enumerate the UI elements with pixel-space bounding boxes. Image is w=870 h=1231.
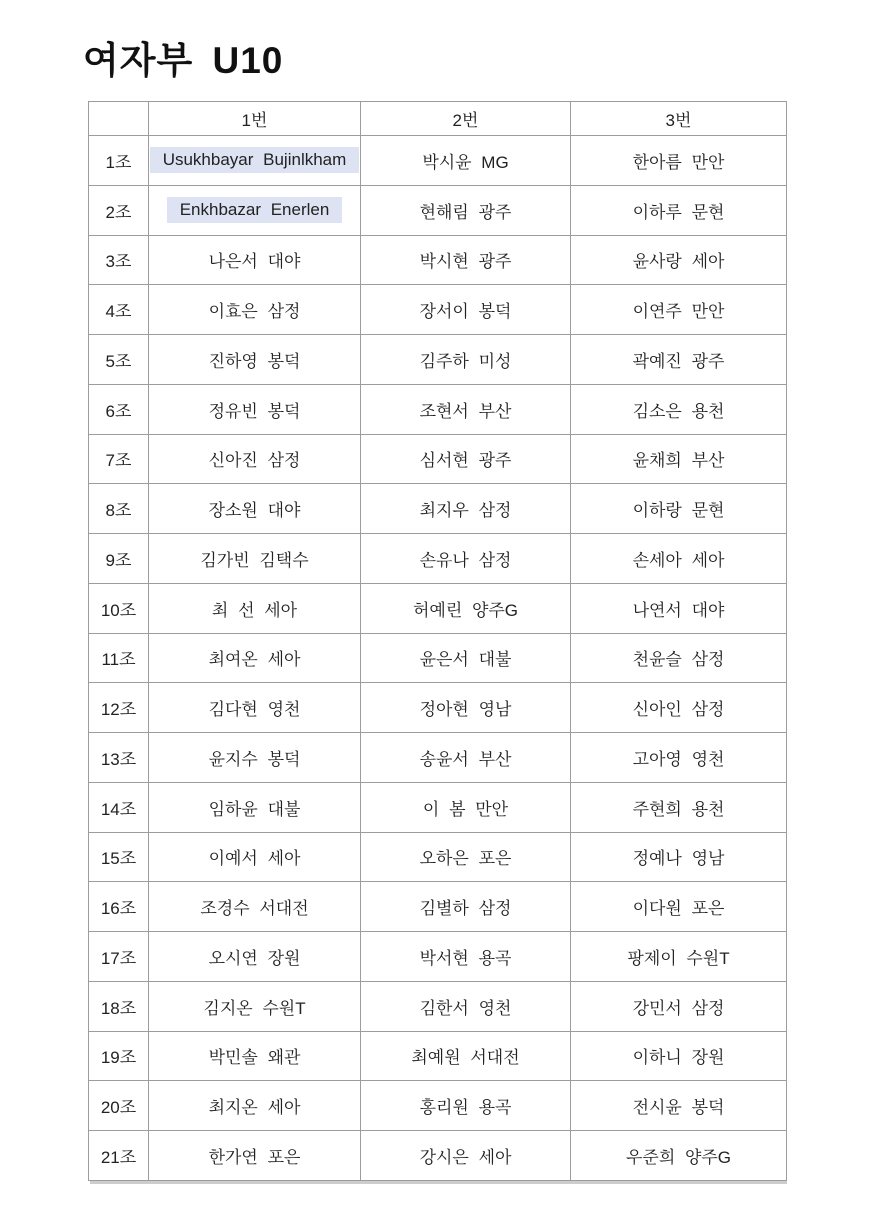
- player-cell: 김별하 삼정: [361, 882, 571, 932]
- table-row: [89, 434, 787, 484]
- header-corner-cell: [89, 102, 149, 136]
- player-cell: 한아름 만안: [571, 136, 787, 186]
- player-cell: 최 선 세아: [149, 583, 361, 633]
- player-cell: 신아진 삼정: [149, 434, 361, 484]
- player-cell: 강시은 세아: [361, 1131, 571, 1181]
- player-cell: 우준희 양주G: [571, 1131, 787, 1181]
- player-cell: 이하루 문현: [571, 185, 787, 235]
- table-row: [89, 484, 787, 534]
- player-cell: 곽예진 광주: [571, 335, 787, 385]
- table-row: [89, 136, 787, 186]
- group-label: 9조: [89, 534, 149, 584]
- group-label: 15조: [89, 832, 149, 882]
- player-cell: 나은서 대야: [149, 235, 361, 285]
- player-cell: 정아현 영남: [361, 683, 571, 733]
- player-cell: 심서현 광주: [361, 434, 571, 484]
- table-row: [89, 185, 787, 235]
- player-cell: 박민솔 왜관: [149, 1031, 361, 1081]
- player-cell: 이다원 포은: [571, 882, 787, 932]
- group-label: 6조: [89, 384, 149, 434]
- group-label: 4조: [89, 285, 149, 335]
- table-row: [89, 384, 787, 434]
- table-row: [89, 1131, 787, 1181]
- group-label: 17조: [89, 932, 149, 982]
- table-row: [89, 235, 787, 285]
- table-row: [89, 1081, 787, 1131]
- group-roster-table: [88, 101, 787, 1181]
- player-cell: 손유나 삼정: [361, 534, 571, 584]
- player-cell: 박시현 광주: [361, 235, 571, 285]
- player-cell: 윤은서 대불: [361, 633, 571, 683]
- player-cell: 박서현 용곡: [361, 932, 571, 982]
- player-cell: 오시연 장원: [149, 932, 361, 982]
- player-cell: 진하영 봉덕: [149, 335, 361, 385]
- player-cell: 최예원 서대전: [361, 1031, 571, 1081]
- player-cell: 이예서 세아: [149, 832, 361, 882]
- group-label: 3조: [89, 235, 149, 285]
- table-row: [89, 285, 787, 335]
- group-label: 1조: [89, 136, 149, 186]
- player-cell: 최지온 세아: [149, 1081, 361, 1131]
- player-cell: 장서이 봉덕: [361, 285, 571, 335]
- player-cell: 장소원 대야: [149, 484, 361, 534]
- player-cell: 김지온 수원T: [149, 981, 361, 1031]
- table-row: [89, 832, 787, 882]
- player-cell: 나연서 대야: [571, 583, 787, 633]
- player-cell: 강민서 삼정: [571, 981, 787, 1031]
- header-col3: 3번: [571, 102, 787, 136]
- player-cell: 윤사랑 세아: [571, 235, 787, 285]
- group-label: 2조: [89, 185, 149, 235]
- player-cell: 이하니 장원: [571, 1031, 787, 1081]
- player-cell: 정예나 영남: [571, 832, 787, 882]
- player-name-highlighted: Enkhbazar Enerlen: [167, 197, 343, 223]
- group-label: 13조: [89, 733, 149, 783]
- player-cell: 최지우 삼정: [361, 484, 571, 534]
- player-cell: 이연주 만안: [571, 285, 787, 335]
- player-cell: 손세아 세아: [571, 534, 787, 584]
- header-col2: 2번: [361, 102, 571, 136]
- table-row: [89, 583, 787, 633]
- table-row: [89, 782, 787, 832]
- player-cell: 홍리원 용곡: [361, 1081, 571, 1131]
- group-label: 7조: [89, 434, 149, 484]
- group-label: 12조: [89, 683, 149, 733]
- table-row: [89, 1031, 787, 1081]
- group-label: 8조: [89, 484, 149, 534]
- group-label: 5조: [89, 335, 149, 385]
- player-cell: 송윤서 부산: [361, 733, 571, 783]
- group-label: 14조: [89, 782, 149, 832]
- player-cell: 조경수 서대전: [149, 882, 361, 932]
- player-cell: 신아인 삼정: [571, 683, 787, 733]
- group-label: 18조: [89, 981, 149, 1031]
- player-cell: 김한서 영천: [361, 981, 571, 1031]
- table-row: [89, 534, 787, 584]
- player-name-highlighted: Usukhbayar Bujinlkham: [150, 147, 360, 173]
- player-cell: 주현희 용천: [571, 782, 787, 832]
- group-label: 21조: [89, 1131, 149, 1181]
- player-cell: 이하랑 문현: [571, 484, 787, 534]
- player-cell: 박시윤 MG: [361, 136, 571, 186]
- player-cell: 김주하 미성: [361, 335, 571, 385]
- player-cell: 전시윤 봉덕: [571, 1081, 787, 1131]
- table-row: [89, 335, 787, 385]
- group-label: 10조: [89, 583, 149, 633]
- player-cell: 팡제이 수원T: [571, 932, 787, 982]
- player-cell: 김소은 용천: [571, 384, 787, 434]
- player-cell: [149, 185, 361, 235]
- player-cell: 임하윤 대불: [149, 782, 361, 832]
- player-cell: 김가빈 김택수: [149, 534, 361, 584]
- player-cell: 조현서 부산: [361, 384, 571, 434]
- player-cell: 윤채희 부산: [571, 434, 787, 484]
- player-cell: 허예린 양주G: [361, 583, 571, 633]
- player-cell: 이 봄 만안: [361, 782, 571, 832]
- table-row: [89, 932, 787, 982]
- player-cell: 한가연 포은: [149, 1131, 361, 1181]
- player-cell: 이효은 삼정: [149, 285, 361, 335]
- group-label: 16조: [89, 882, 149, 932]
- table-row: [89, 981, 787, 1031]
- player-cell-selected: [149, 136, 361, 186]
- player-cell: 고아영 영천: [571, 733, 787, 783]
- group-label: 11조: [89, 633, 149, 683]
- player-cell: 정유빈 봉덕: [149, 384, 361, 434]
- player-cell: 최여온 세아: [149, 633, 361, 683]
- page-title: 여자부 U10: [83, 40, 284, 81]
- header-row: [89, 102, 787, 136]
- table-row: [89, 683, 787, 733]
- player-cell: 천윤슬 삼정: [571, 633, 787, 683]
- group-label: 20조: [89, 1081, 149, 1131]
- player-cell: 오하은 포은: [361, 832, 571, 882]
- table-row: [89, 882, 787, 932]
- table-row: [89, 733, 787, 783]
- player-cell: 윤지수 봉덕: [149, 733, 361, 783]
- table-row: [89, 633, 787, 683]
- group-label: 19조: [89, 1031, 149, 1081]
- header-col1: 1번: [149, 102, 361, 136]
- player-cell: 현해림 광주: [361, 185, 571, 235]
- player-cell: 김다현 영천: [149, 683, 361, 733]
